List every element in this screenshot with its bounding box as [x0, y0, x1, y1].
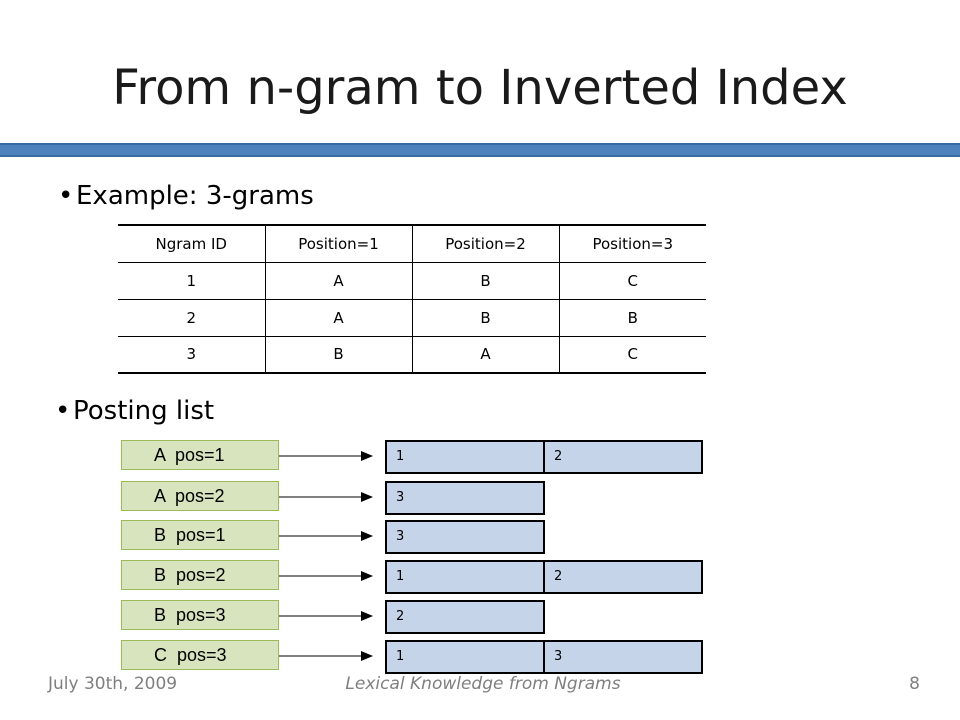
- bullet-posting: [55, 395, 214, 427]
- page-number: 8: [909, 674, 920, 694]
- ngram-table: [118, 224, 706, 374]
- posting-row: [0, 520, 960, 554]
- posting-id-cell: 1: [385, 440, 545, 474]
- table-cell: B: [559, 299, 706, 336]
- posting-id-list: [385, 560, 703, 594]
- posting-id-list: [385, 481, 545, 515]
- posting-id-cell: 3: [543, 640, 703, 674]
- posting-row: [0, 560, 960, 594]
- bullet-posting-text: Posting list: [73, 396, 215, 426]
- table-row: [118, 336, 706, 373]
- posting-key-box: A pos=1: [121, 440, 279, 470]
- bullet-example-text: Example: 3-grams: [76, 181, 314, 211]
- table-cell: C: [559, 336, 706, 373]
- posting-id-cell: 3: [385, 481, 545, 515]
- table-cell: 1: [118, 262, 265, 299]
- posting-id-list: [385, 520, 545, 554]
- arrow-right-icon: [279, 446, 375, 466]
- table-header-row: [118, 225, 706, 262]
- table-cell: 3: [118, 336, 265, 373]
- arrow-right-icon: [279, 526, 375, 546]
- table-cell: C: [559, 262, 706, 299]
- posting-key-box: B pos=1: [121, 520, 279, 550]
- posting-id-cell: 2: [385, 600, 545, 634]
- table-cell: 2: [118, 299, 265, 336]
- bullet-dot-icon: •: [55, 396, 71, 426]
- posting-key-box: B pos=2: [121, 560, 279, 590]
- table-cell: A: [265, 262, 412, 299]
- table-row: [118, 299, 706, 336]
- posting-row: [0, 600, 960, 634]
- table-header-cell: Position=1: [265, 225, 412, 262]
- posting-row: [0, 640, 960, 674]
- arrow-right-icon: [279, 487, 375, 507]
- posting-key-box: A pos=2: [121, 481, 279, 511]
- posting-row: [0, 481, 960, 515]
- footer-date: July 30th, 2009: [48, 674, 178, 694]
- table-header-cell: Ngram ID: [118, 225, 265, 262]
- table-row: [118, 262, 706, 299]
- table-cell: B: [412, 262, 559, 299]
- bullet-dot-icon: •: [58, 181, 74, 211]
- table-header-cell: Position=2: [412, 225, 559, 262]
- table-cell: B: [265, 336, 412, 373]
- arrow-right-icon: [279, 566, 375, 586]
- posting-id-cell: 2: [543, 560, 703, 594]
- posting-id-list: [385, 600, 545, 634]
- posting-id-cell: 1: [385, 640, 545, 674]
- bullet-example: [58, 180, 314, 212]
- table-cell: B: [412, 299, 559, 336]
- posting-id-list: [385, 640, 703, 674]
- table-header-cell: Position=3: [559, 225, 706, 262]
- table-cell: A: [412, 336, 559, 373]
- posting-id-cell: 3: [385, 520, 545, 554]
- footer-title: Lexical Knowledge from Ngrams: [345, 674, 621, 694]
- posting-id-cell: 1: [385, 560, 545, 594]
- slide-title: From n-gram to Inverted Index: [112, 60, 848, 116]
- posting-id-cell: 2: [543, 440, 703, 474]
- posting-row: [0, 440, 960, 474]
- arrow-right-icon: [279, 606, 375, 626]
- posting-id-list: [385, 440, 703, 474]
- arrow-right-icon: [279, 646, 375, 666]
- table-cell: A: [265, 299, 412, 336]
- posting-key-box: C pos=3: [121, 640, 279, 670]
- posting-key-box: B pos=3: [121, 600, 279, 630]
- title-divider-bar: [0, 143, 960, 157]
